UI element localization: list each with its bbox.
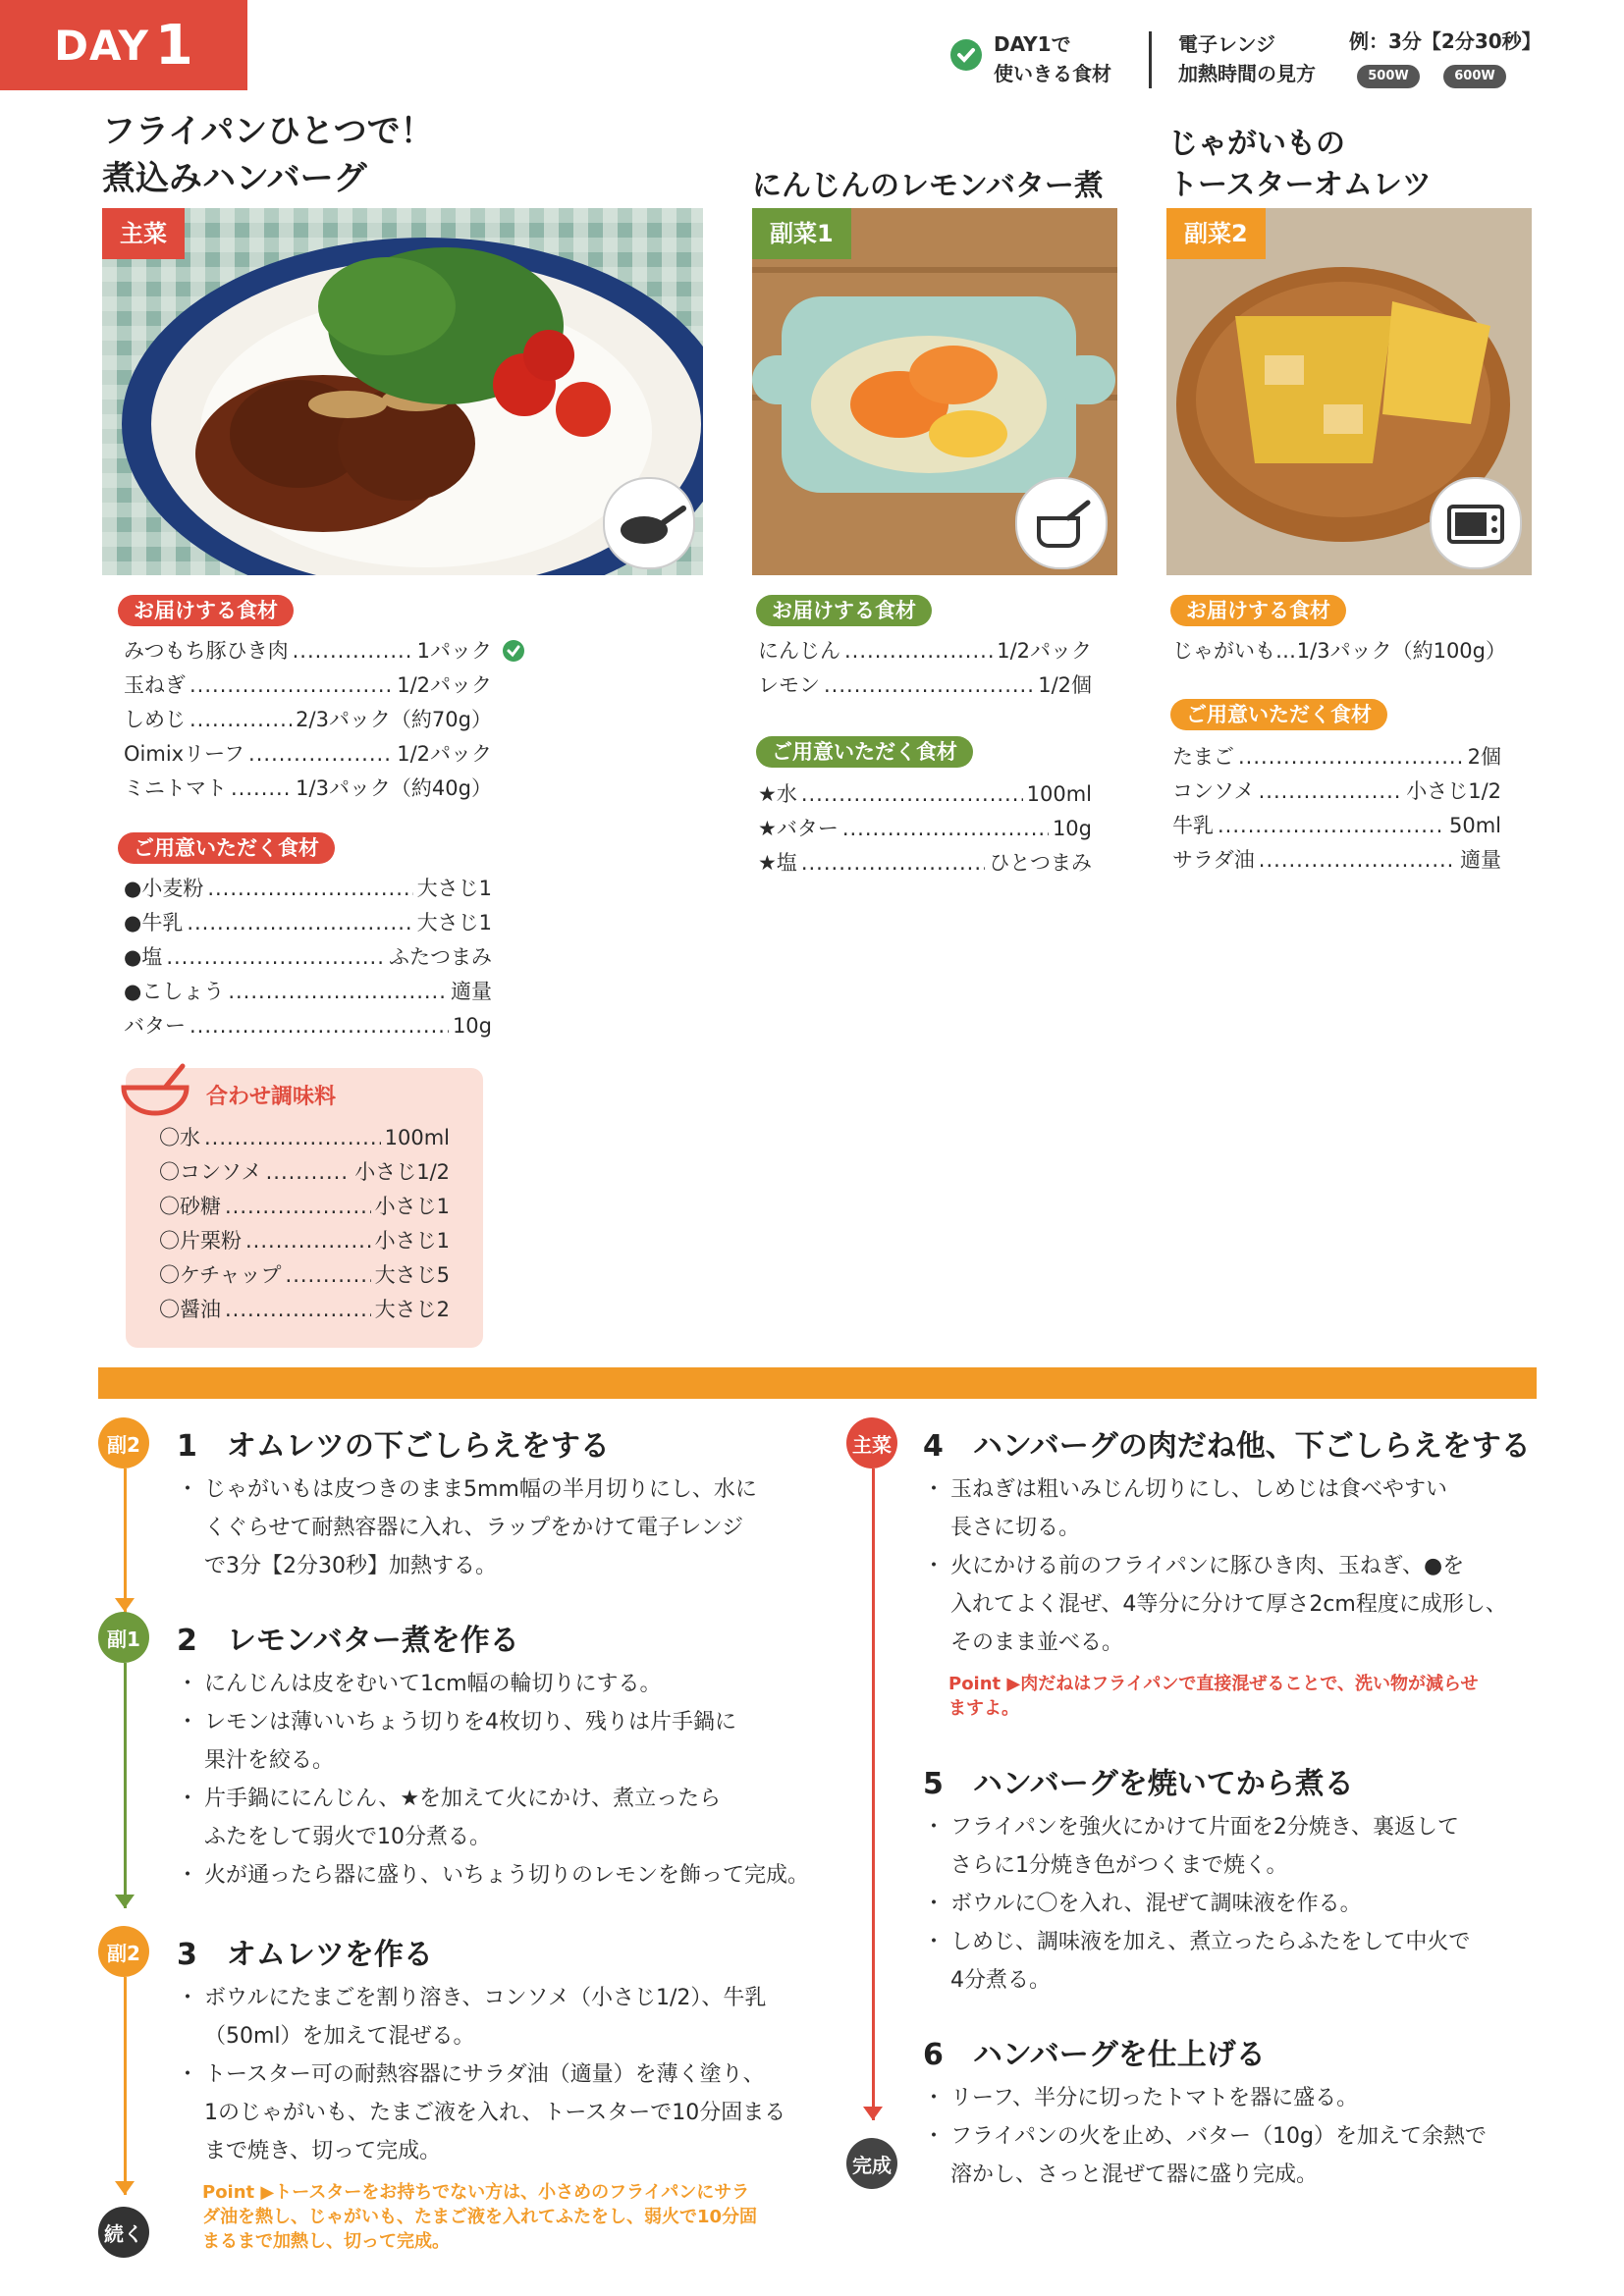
step-title: 4 ハンバーグの肉だね他、下ごしらえをする — [923, 1429, 1531, 1464]
main-dish-badge: 主菜 — [102, 208, 185, 259]
side2-dish-title: じゃがいもの トースターオムレツ — [1168, 127, 1432, 202]
side2-step-tag: 副2 — [98, 1926, 149, 1977]
side2-prepare-list — [1172, 740, 1501, 878]
step-point: Point ▶トースターをお持ちでない方は、小さめのフライパンにサラ ダ油を熱し、じゃがいも、たまご液を入れてふたをし、弱火で10分固 まるまで加熱し、切って完成。 — [202, 2182, 758, 2252]
ingredient-row: ●こしょう ..... 適量 — [124, 975, 492, 1009]
ingredient-row: 玉ねぎ ..... 1/2パック — [124, 668, 492, 703]
step-bullets: ・ にんじんは皮をむいて1cm幅の輪切りにする。 ・ レモンは薄いいちょう切りを4枚切り、残りは片手鍋に 果汁を絞る。 ・ 片手鍋ににんじん、★を加えて火にかけ、煮立ったら ふたをして弱火で10分煮る。 ・ 火が通ったら器に盛り、いちょう切りのレモンを飾って完成。 — [177, 1672, 810, 1888]
main-prepare-label: ご用意いただく食材 — [118, 832, 335, 864]
flow-line — [124, 1663, 127, 1908]
ingredient-row: ★塩 ..... ひとつまみ — [758, 846, 1092, 881]
flow-line — [124, 1468, 127, 1616]
side1-delivered-label: お届けする食材 — [756, 595, 932, 626]
ingredient-row: ★水 ..... 100ml — [758, 777, 1092, 812]
flow-arrow — [863, 2107, 883, 2120]
continue-tag: 続く — [98, 2207, 149, 2258]
step-bullets: ・ 玉ねぎは粗いみじん切りにし、しめじは食べやすい 長さに切る。 ・ 火にかける前のフライパンに豚ひき肉、玉ねぎ、●を 入れてよく混ぜ、4等分に分けて厚さ2cm程度に成形し、 そのまま並べる。 — [923, 1477, 1507, 1655]
seasoning-title: 合わせ調味料 — [206, 1085, 337, 1109]
ingredient-row: ●小麦粉 ..... 大さじ1 — [124, 872, 492, 906]
ingredient-row: コンソメ ..... 小さじ1/2 — [1172, 774, 1501, 809]
day-number: 1 — [154, 13, 193, 78]
use-up-label: DAY1で 使いきる食材 — [994, 32, 1111, 85]
check-icon — [950, 39, 982, 71]
flow-arrow — [115, 1895, 135, 1908]
flow-line — [872, 1468, 875, 2120]
microwave-example: 例：3分【2分30秒】 — [1349, 29, 1542, 53]
side1-badge: 副菜1 — [752, 208, 851, 259]
day-word: DAY — [54, 21, 149, 70]
main-dish-title: フライパンひとつで！ 煮込みハンバーグ — [102, 112, 434, 198]
step-3 — [177, 1930, 825, 2254]
step-bullets: ・ じゃがいもは皮つきのまま5mm幅の半月切りにし、水に くぐらせて耐熱容器に入れ、ラップをかけて電子レンジ で3分【2分30秒】加熱する。 — [177, 1477, 757, 1578]
side1-prepare-list — [758, 777, 1092, 881]
step-title: 6 ハンバーグを仕上げる — [923, 2038, 1266, 2072]
day-tab — [0, 0, 247, 90]
main-delivered-list — [124, 634, 492, 806]
watt-600-badge: 600W — [1443, 65, 1506, 88]
use-up-check-icon — [503, 640, 524, 662]
main-prepare-list — [124, 872, 492, 1043]
ingredient-row: ●塩 ..... ふたつまみ — [124, 940, 492, 975]
ingredient-row: 〇砂糖 ..... 小さじ1 — [159, 1190, 450, 1224]
section-divider — [98, 1367, 1537, 1399]
frying-pan-icon — [603, 477, 695, 569]
ingredient-row: レモン ..... 1/2個 — [758, 668, 1092, 703]
saucepan-icon — [1015, 477, 1108, 569]
step-4 — [923, 1421, 1551, 1721]
flow-arrow — [115, 2181, 135, 2195]
step-title: 3 オムレツを作る — [177, 1938, 433, 1972]
ingredient-row: しめじ ..... 2/3パック（約70g） — [124, 703, 492, 737]
side2-delivered-list — [1172, 634, 1506, 668]
ingredient-row: バター ..... 10g — [124, 1009, 492, 1043]
watt-500-badge: 500W — [1357, 65, 1420, 88]
step-title: 1 オムレツの下ごしらえをする — [177, 1429, 610, 1464]
step-point: Point ▶肉だねはフライパンで直接混ぜることで、洗い物が減らせ ますよ。 — [948, 1674, 1479, 1719]
step-title: 2 レモンバター煮を作る — [177, 1624, 519, 1658]
done-tag: 完成 — [846, 2138, 897, 2189]
step-title: 5 ハンバーグを焼いてから煮る — [923, 1767, 1354, 1801]
ingredient-row: 牛乳 ..... 50ml — [1172, 809, 1501, 843]
flow-line — [124, 1977, 127, 2195]
flow-arrow — [115, 1598, 135, 1612]
main-delivered-label: お届けする食材 — [118, 595, 294, 626]
ingredient-row: 〇ケチャップ ..... 大さじ5 — [159, 1258, 450, 1293]
side1-delivered-list — [758, 634, 1092, 703]
step-2 — [177, 1616, 825, 1895]
ingredient-row: たまご ..... 2個 — [1172, 740, 1501, 774]
mixing-bowl-icon — [120, 1062, 192, 1117]
ingredient-row: じゃがいも… 1/3パック（約100g） — [1172, 639, 1506, 663]
step-bullets: ・ フライパンを強火にかけて片面を2分焼き、裏返して さらに1分焼き色がつくまで焼く。 ・ ボウルに〇を入れ、混ぜて調味液を作る。 ・ しめじ、調味液を加え、煮立ったらふたをして中火で 4分煮る。 — [923, 1815, 1471, 1993]
step-6 — [923, 2030, 1551, 2194]
side2-badge: 副菜2 — [1166, 208, 1266, 259]
ingredient-row: Oimixリーフ ..... 1/2パック — [124, 737, 492, 772]
main-step-tag: 主菜 — [846, 1417, 897, 1468]
side2-step-tag: 副2 — [98, 1417, 149, 1468]
ingredient-row: 〇コンソメ ..... 小さじ1/2 — [159, 1155, 450, 1190]
header-divider — [1149, 31, 1152, 88]
step-bullets: ・ ボウルにたまごを割り溶き、コンソメ（小さじ1/2）、牛乳 （50ml）を加えて混ぜる。 ・ トースター可の耐熱容器にサラダ油（適量）を薄く塗り、 1のじゃがいも、たまご液を入れ、トースターで10分固まる まで焼き、切って完成。 — [177, 1986, 786, 2163]
ingredient-row: みつもち豚ひき肉 ..... 1パック — [124, 634, 492, 668]
side2-delivered-label: お届けする食材 — [1170, 595, 1346, 626]
seasoning-list — [159, 1121, 450, 1327]
ingredient-row: にんじん ..... 1/2パック — [758, 634, 1092, 668]
ingredient-row: サラダ油 ..... 適量 — [1172, 843, 1501, 878]
step-1 — [177, 1421, 825, 1585]
ingredient-row: ●牛乳 ..... 大さじ1 — [124, 906, 492, 940]
microwave-guide-label: 電子レンジ 加熱時間の見方 — [1178, 32, 1316, 85]
ingredient-row: 〇醤油 ..... 大さじ2 — [159, 1293, 450, 1327]
ingredient-row: 〇水 ..... 100ml — [159, 1121, 450, 1155]
step-bullets: ・ リーフ、半分に切ったトマトを器に盛る。 ・ フライパンの火を止め、バター（10g）を加えて余熱で 溶かし、さっと混ぜて器に盛り完成。 — [923, 2086, 1487, 2187]
ingredient-row: ミニトマト ..... 1/3パック（約40g） — [124, 772, 492, 806]
step-5 — [923, 1759, 1551, 2000]
side1-step-tag: 副1 — [98, 1612, 149, 1663]
toaster-icon — [1430, 477, 1522, 569]
side1-prepare-label: ご用意いただく食材 — [756, 736, 973, 768]
side2-prepare-label: ご用意いただく食材 — [1170, 699, 1387, 730]
ingredient-row: ★バター ..... 10g — [758, 812, 1092, 846]
ingredient-row: 〇片栗粉 ..... 小さじ1 — [159, 1224, 450, 1258]
side1-dish-title: にんじんのレモンバター煮 — [752, 169, 1104, 203]
